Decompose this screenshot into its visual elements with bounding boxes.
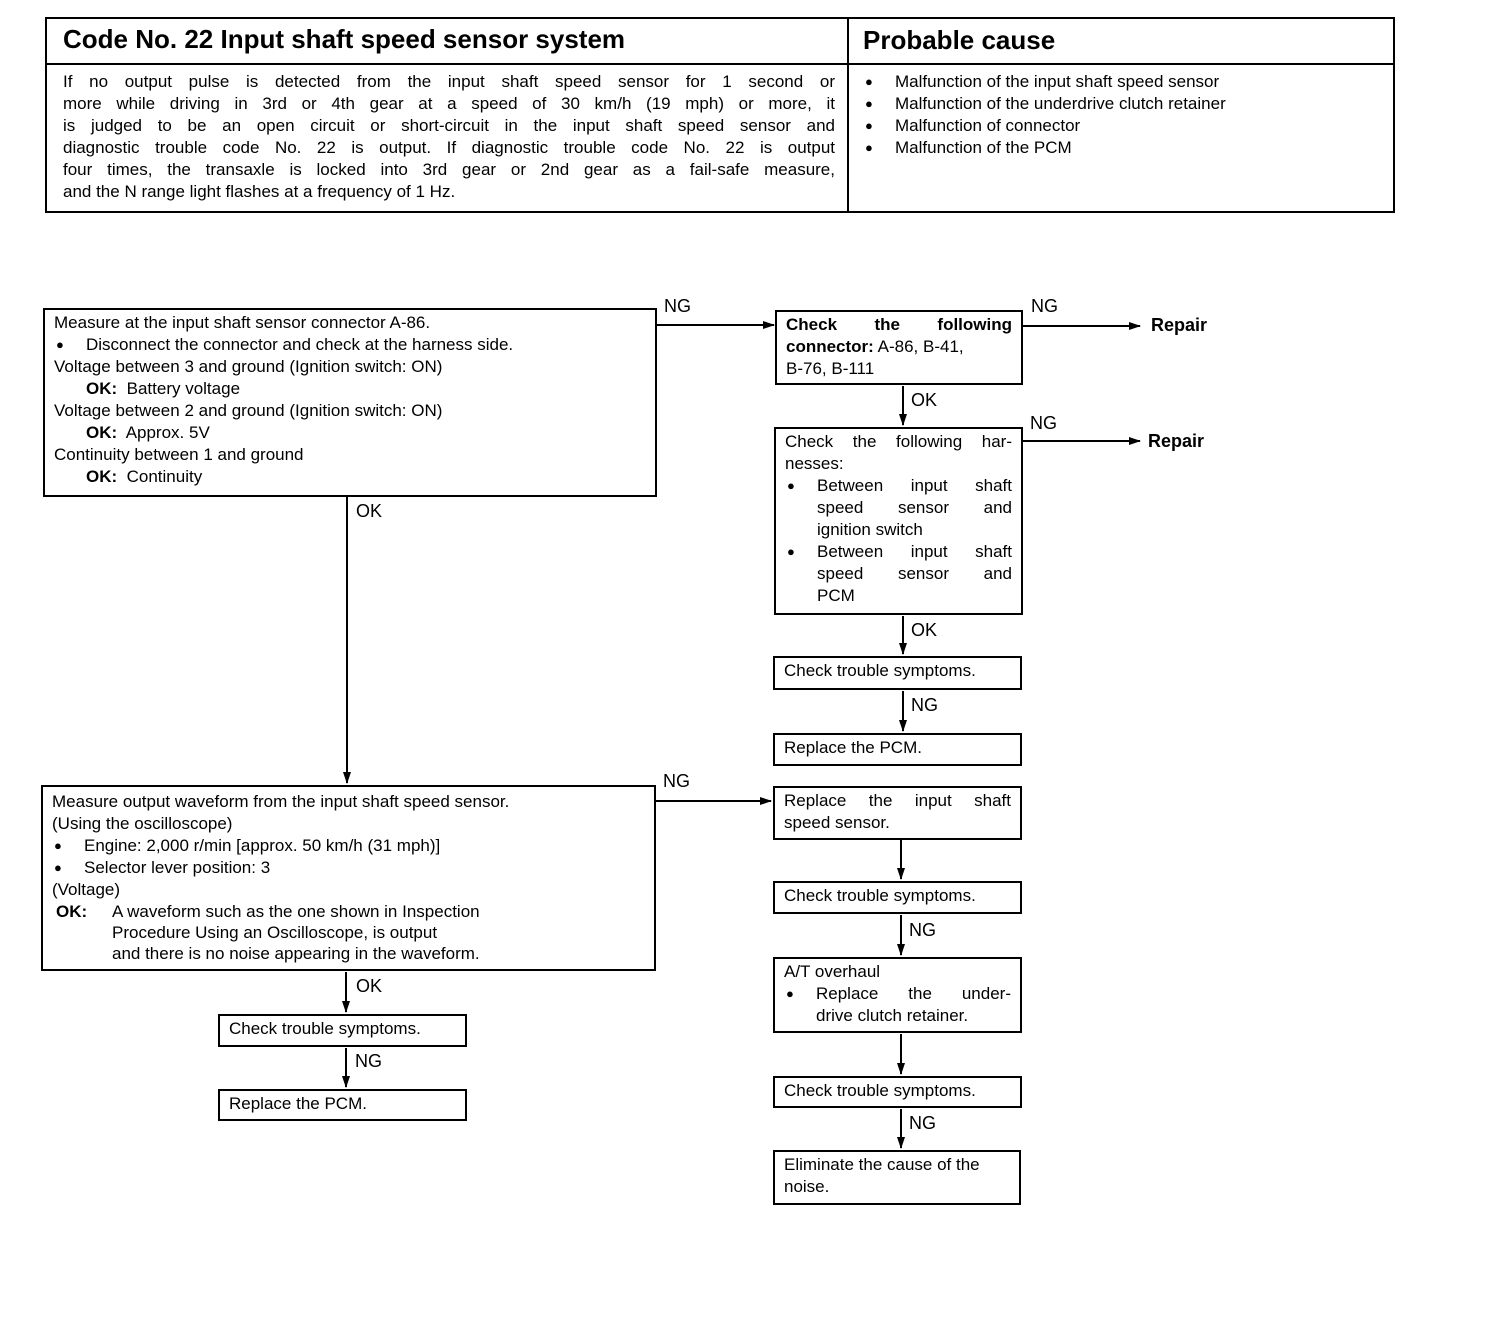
ok-value: Battery voltage (126, 379, 241, 398)
step-text: Measure output waveform from the input shaft speed sensor. (52, 792, 510, 811)
step-bullet: ● Between input shaft (785, 541, 1012, 563)
ng-label: NG (909, 1113, 936, 1133)
ng-label: NG (663, 771, 690, 791)
ng-label: NG (909, 920, 936, 940)
ok-label: OK (356, 501, 383, 521)
ok-value: Procedure Using an Oscilloscope, is output (112, 923, 438, 942)
repair-label: Repair (1151, 315, 1208, 335)
step-text: noise. (784, 1177, 830, 1196)
ng-label: NG (664, 296, 691, 316)
cause-item: ● Malfunction of the input shaft speed sensor (863, 71, 1226, 93)
cause-item: ● Malfunction of the underdrive clutch retainer (863, 93, 1226, 115)
step-text: B-76, B-111 (786, 359, 875, 378)
step-measure-waveform (41, 785, 656, 971)
ok-value: and there is no noise appearing in the waveform. (112, 944, 480, 963)
cause-item: ● Malfunction of connector (863, 115, 1226, 137)
step-bullet: ● Selector lever position: 3 (52, 857, 645, 879)
step-text: (Voltage) (52, 880, 121, 899)
ng-label: NG (1031, 296, 1058, 316)
ok-label: OK (911, 620, 938, 640)
step-check-trouble-symptoms: Check trouble symptoms. (218, 1014, 467, 1047)
step-bullet: ● Engine: 2,000 r/min [approx. 50 km/h (31 mph)] (52, 835, 645, 857)
step-text: nesses: (785, 454, 844, 473)
step-measure-connector (43, 308, 657, 497)
step-text: PCM (817, 586, 855, 605)
step-check-trouble-symptoms: Check trouble symptoms. (773, 1076, 1022, 1108)
step-check-connector (775, 310, 1023, 385)
step-eliminate-noise (773, 1150, 1021, 1205)
probable-cause-title: Probable cause (863, 25, 1056, 55)
step-text: speed sensor. (784, 813, 890, 832)
step-text: A-86, B-41, (877, 337, 964, 356)
step-text: connector: (786, 337, 874, 356)
step-text: (Using the oscilloscope) (52, 814, 233, 833)
step-text: ignition switch (817, 520, 923, 539)
ng-label: NG (355, 1051, 382, 1071)
step-check-trouble-symptoms: Check trouble symptoms. (773, 656, 1022, 690)
ng-label: NG (911, 695, 938, 715)
cause-item: ● Malfunction of the PCM (863, 137, 1226, 159)
ok-value: Continuity (126, 467, 203, 486)
description-line: four times, the transaxle is locked into 3rd gear or 2nd gear as a fail-safe measure, (63, 160, 835, 179)
step-replace-sensor (773, 786, 1022, 840)
step-bullet: ● Replace the under- (784, 983, 1011, 1005)
description-line: diagnostic trouble code No. 22 is output. If diagnostic trouble code No. 22 is output (63, 138, 835, 157)
step-text: Eliminate the cause of the (784, 1155, 980, 1174)
step-replace-pcm: Replace the PCM. (218, 1089, 467, 1121)
step-text: Check the following (786, 315, 1012, 334)
step-text: Continuity between 1 and ground (54, 445, 304, 464)
step-text: drive clutch retainer. (816, 1006, 969, 1025)
description-line: more while driving in 3rd or 4th gear at a speed of 30 km/h (19 mph) or more, it (63, 94, 835, 113)
step-text: Voltage between 2 and ground (Ignition switch: ON) (54, 401, 443, 420)
ok-label: OK (911, 390, 938, 410)
step-text: A/T overhaul (784, 962, 881, 981)
ok-label: OK: (86, 423, 118, 442)
ok-label: OK: (86, 379, 118, 398)
ng-label: NG (1030, 413, 1057, 433)
ok-label: OK: (56, 902, 88, 921)
ok-value: Approx. 5V (125, 423, 210, 442)
table-title: Code No. 22 Input shaft speed sensor system (63, 24, 626, 54)
step-text: Check the following har- (785, 432, 1012, 451)
step-text: speed sensor and (817, 564, 1012, 583)
description-line: and the N range light flashes at a frequency of 1 Hz. (63, 182, 456, 201)
step-text: Replace the input shaft (784, 791, 1011, 810)
step-bullet: ● Disconnect the connector and check at the harness side. (54, 334, 646, 356)
step-text: speed sensor and (817, 498, 1012, 517)
step-replace-pcm: Replace the PCM. (773, 733, 1022, 766)
step-text: Voltage between 3 and ground (Ignition switch: ON) (54, 357, 443, 376)
step-bullet: ● Between input shaft (785, 475, 1012, 497)
step-check-trouble-symptoms: Check trouble symptoms. (773, 881, 1022, 914)
ok-label: OK: (86, 467, 118, 486)
repair-label: Repair (1148, 431, 1205, 451)
step-text: Measure at the input shaft sensor connector A-86. (54, 313, 431, 332)
step-at-overhaul (773, 957, 1022, 1033)
ok-value: A waveform such as the one shown in Inspection (112, 902, 480, 921)
ok-label: OK (356, 976, 383, 996)
description-line: is judged to be an open circuit or short-circuit in the input shaft speed sensor and (63, 116, 835, 135)
description-line: If no output pulse is detected from the input shaft speed sensor for 1 second or (63, 72, 835, 91)
step-check-harnesses (774, 427, 1023, 615)
